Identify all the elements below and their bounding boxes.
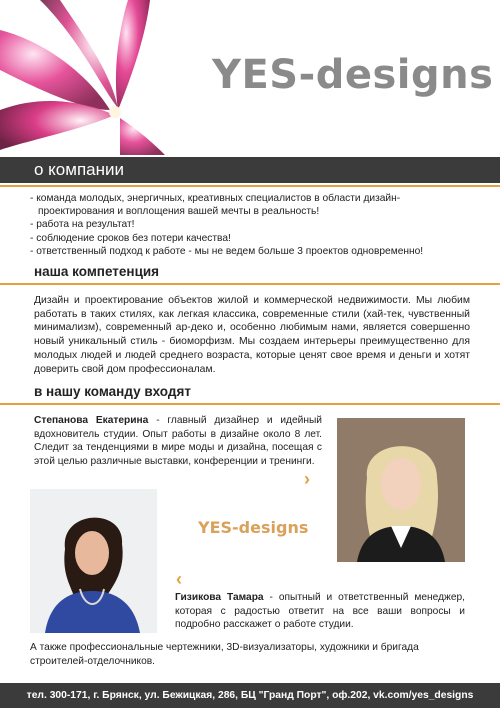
orchid-flower-icon: [0, 0, 200, 155]
section-title-team: в нашу команду входят: [34, 384, 191, 399]
list-item: - работа на результат!: [30, 219, 135, 231]
about-bullet-list: [30, 192, 490, 258]
footer-contacts: [0, 683, 500, 708]
brand-title-small: YES-designs: [198, 518, 309, 537]
section-title-competence: наша компетенция: [34, 264, 160, 279]
brand-title: YES-designs: [212, 52, 494, 98]
chevron-left-icon: ‹: [176, 569, 182, 589]
divider: [0, 185, 500, 187]
chevron-right-icon: ›: [304, 469, 310, 489]
list-item: - соблюдение сроков без потери качества!: [30, 232, 231, 244]
list-item: - ответственный подход к работе - мы не ведем больше 3 проектов одновременно!: [30, 245, 424, 257]
divider: [0, 283, 500, 285]
team-member-1: [34, 414, 322, 469]
member-photo-1: [337, 418, 465, 562]
member-name: Степанова Екатерина: [34, 415, 149, 426]
section-title-about: о компании: [34, 160, 124, 179]
contact-info: тел. 300-171, г. Брянск, ул. Бежицкая, 286, БЦ "Гранд Порт", оф.202, vk.com/yes_designs: [26, 690, 474, 701]
also-text: А также профессиональные чертежники, 3D-визуализаторы, художники и бригада строителей-отделочников.: [30, 642, 419, 667]
list-item: - команда молодых, энергичных, креативных специалистов в области дизайн-: [30, 193, 401, 204]
competence-text: Дизайн и проектирование объектов жилой и коммерческой недвижимости. Мы любим работать в таких стилях, как легкая классика, современные стили (хай-тек, чувственный минимализм), современный ар-деко и, особенно любимым нами, является совершенно новый уникальный стиль - биоморфизм. Мы создаем интерьеры преимущественно для молодых людей и людей среднего возраста, которые ценят свое время и деньги и хотят доверить свой дом профессионалам.: [34, 295, 470, 375]
divider: [0, 403, 500, 405]
member-photo-2: [30, 489, 157, 633]
member-name: Гизикова Тамара: [175, 592, 264, 603]
member-description: - главный дизайнер и идейный вдохновитель студии. Опыт работы в дизайне около 8 лет. Следит за тенденциями в мире моды и дизайна, посещая с этой целью различные выставки, конференции и тренинги.: [34, 415, 322, 468]
member-description: - опытный и ответственный менеджер, которая с радостью ответит на все ваши вопросы и подробно расскажет о работе студии.: [175, 592, 466, 631]
team-member-2: [175, 591, 465, 632]
list-item: проектирования и воплощения вашей мечты в реальность!: [38, 206, 320, 218]
section-bar-about: [0, 157, 500, 183]
